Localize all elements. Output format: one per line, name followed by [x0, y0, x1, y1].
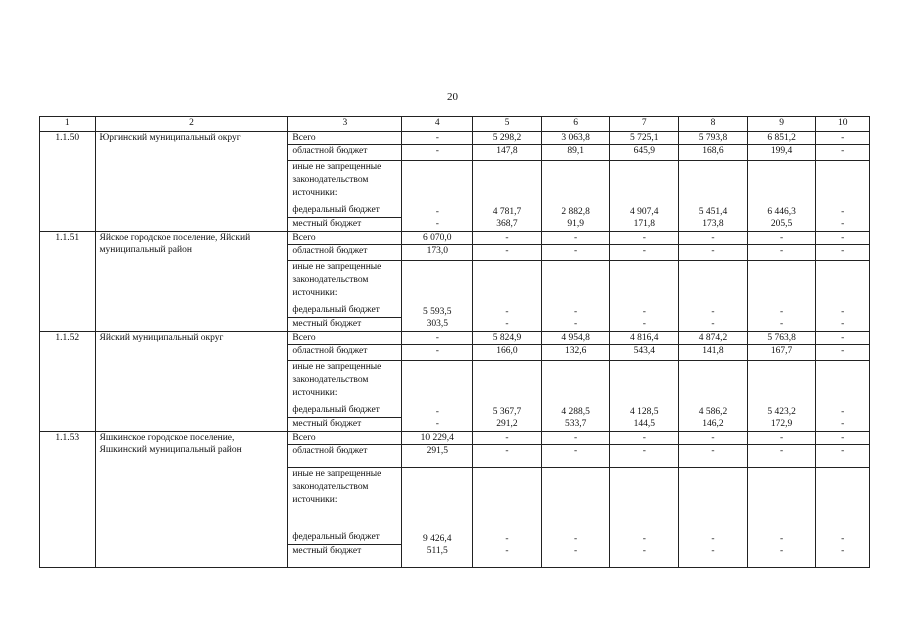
value-cell: - — [610, 445, 679, 468]
value-cell: 3 063,8 — [541, 132, 610, 145]
value-cell: - — [747, 232, 816, 245]
value-cell: - — [402, 161, 473, 218]
municipality-name: Яйское городское поселение, Яйский муниципальный район — [95, 232, 288, 332]
source-label-other — [288, 261, 402, 318]
value-cell: - — [816, 161, 870, 218]
value-cell: 172,9 — [747, 418, 816, 432]
value-cell: - — [473, 432, 542, 445]
value-cell: - — [541, 445, 610, 468]
row-code: 1.1.52 — [40, 332, 96, 432]
value-cell: - — [816, 261, 870, 318]
value-cell: - — [473, 318, 542, 332]
value-cell: 166,0 — [473, 345, 542, 361]
other-sources-label: иные не запрещенные законодательством источники: — [292, 162, 382, 198]
value-cell: - — [747, 545, 816, 568]
value-cell: 543,4 — [610, 345, 679, 361]
value-cell: 146,2 — [679, 418, 748, 432]
group-row-total — [40, 132, 870, 145]
value-cell: 5 451,4 — [679, 161, 748, 218]
row-code: 1.1.50 — [40, 132, 96, 232]
value-cell: 4 128,5 — [610, 361, 679, 418]
value-cell: 6 070,0 — [402, 232, 473, 245]
value-cell: 533,7 — [541, 418, 610, 432]
header-cell: 5 — [473, 117, 542, 132]
value-cell: 291,5 — [402, 445, 473, 468]
header-cell: 6 — [541, 117, 610, 132]
value-cell: - — [747, 432, 816, 445]
value-cell: - — [747, 445, 816, 468]
other-sources-label: иные не запрещенные законодательством источники: — [292, 362, 382, 398]
municipality-name: Яшкинское городское поселение, Яшкинский муниципальный район — [95, 432, 288, 568]
value-cell: - — [816, 232, 870, 245]
value-cell: 144,5 — [610, 418, 679, 432]
source-label-total: Всего — [288, 232, 402, 245]
other-sources-label: иные не запрещенные законодательством источники: — [292, 262, 382, 298]
value-cell: - — [816, 245, 870, 261]
value-cell: - — [402, 332, 473, 345]
value-cell: 5 793,8 — [679, 132, 748, 145]
value-cell: - — [610, 261, 679, 318]
value-cell: 4 586,2 — [679, 361, 748, 418]
value-cell: 291,2 — [473, 418, 542, 432]
value-cell: 2 882,8 — [541, 161, 610, 218]
value-cell: 5 367,7 — [473, 361, 542, 418]
value-cell: - — [747, 245, 816, 261]
value-cell: - — [473, 261, 542, 318]
value-cell: 168,6 — [679, 145, 748, 161]
value-cell: - — [679, 545, 748, 568]
value-cell: - — [816, 468, 870, 545]
value-cell: 10 229,4 — [402, 432, 473, 445]
value-cell: - — [816, 432, 870, 445]
header-row — [40, 117, 870, 132]
header-cell: 10 — [816, 117, 870, 132]
header-cell: 3 — [288, 117, 402, 132]
source-label-total: Всего — [288, 332, 402, 345]
value-cell: - — [816, 132, 870, 145]
value-cell: - — [402, 132, 473, 145]
value-cell: - — [679, 232, 748, 245]
value-cell: - — [610, 545, 679, 568]
value-cell: 9 426,4 — [402, 468, 473, 545]
source-label-regional: областной бюджет — [288, 245, 402, 261]
value-cell: 173,0 — [402, 245, 473, 261]
value-cell: 4 781,7 — [473, 161, 542, 218]
value-cell: 4 874,2 — [679, 332, 748, 345]
value-cell: - — [473, 468, 542, 545]
source-label-regional: областной бюджет — [288, 145, 402, 161]
value-cell: 511,5 — [402, 545, 473, 568]
value-cell: - — [610, 245, 679, 261]
value-cell: 205,5 — [747, 218, 816, 232]
value-cell: - — [816, 332, 870, 345]
value-cell: 5 763,8 — [747, 332, 816, 345]
value-cell: - — [816, 418, 870, 432]
header-cell: 8 — [679, 117, 748, 132]
federal-label: федеральный бюджет — [292, 205, 380, 215]
value-cell: - — [402, 345, 473, 361]
municipality-name: Юргинский муниципальный округ — [95, 132, 288, 232]
source-label-other — [288, 468, 402, 545]
other-sources-label: иные не запрещенные законодательством источники: — [292, 469, 382, 505]
source-label-regional: областной бюджет — [288, 445, 402, 468]
value-cell: - — [541, 318, 610, 332]
value-cell: - — [473, 545, 542, 568]
value-cell: 199,4 — [747, 145, 816, 161]
municipality-name: Яйский муниципальный округ — [95, 332, 288, 432]
row-code: 1.1.51 — [40, 232, 96, 332]
value-cell: - — [816, 318, 870, 332]
value-cell: - — [679, 245, 748, 261]
page-number: 20 — [447, 91, 458, 103]
value-cell: - — [816, 345, 870, 361]
group-row-total — [40, 432, 870, 445]
table-body — [40, 117, 870, 568]
value-cell: - — [541, 545, 610, 568]
value-cell: 5 298,2 — [473, 132, 542, 145]
value-cell: - — [610, 432, 679, 445]
header-cell: 4 — [402, 117, 473, 132]
value-cell: 5 593,5 — [402, 261, 473, 318]
group-row-total — [40, 232, 870, 245]
value-cell: 5 824,9 — [473, 332, 542, 345]
value-cell: 4 816,4 — [610, 332, 679, 345]
source-label-local: местный бюджет — [288, 318, 402, 332]
value-cell: 141,8 — [679, 345, 748, 361]
value-cell: - — [679, 318, 748, 332]
federal-label: федеральный бюджет — [292, 305, 380, 315]
federal-label: федеральный бюджет — [292, 405, 380, 415]
value-cell: - — [402, 218, 473, 232]
value-cell: - — [541, 261, 610, 318]
value-cell: - — [679, 468, 748, 545]
row-code: 1.1.53 — [40, 432, 96, 568]
value-cell: - — [402, 361, 473, 418]
source-label-total: Всего — [288, 432, 402, 445]
value-cell: - — [402, 145, 473, 161]
value-cell: - — [816, 145, 870, 161]
value-cell: - — [816, 218, 870, 232]
value-cell: 5 423,2 — [747, 361, 816, 418]
value-cell: 368,7 — [473, 218, 542, 232]
value-cell: 171,8 — [610, 218, 679, 232]
group-row-total — [40, 332, 870, 345]
value-cell: 645,9 — [610, 145, 679, 161]
value-cell: 303,5 — [402, 318, 473, 332]
source-label-local: местный бюджет — [288, 418, 402, 432]
source-label-total: Всего — [288, 132, 402, 145]
value-cell: - — [747, 468, 816, 545]
value-cell: - — [402, 418, 473, 432]
value-cell: 6 851,2 — [747, 132, 816, 145]
value-cell: - — [679, 432, 748, 445]
value-cell: 167,7 — [747, 345, 816, 361]
value-cell: - — [473, 232, 542, 245]
value-cell: - — [610, 232, 679, 245]
value-cell: - — [816, 361, 870, 418]
federal-label: федеральный бюджет — [292, 532, 380, 542]
source-label-local: местный бюджет — [288, 218, 402, 232]
source-label-regional: областной бюджет — [288, 345, 402, 361]
source-label-local: местный бюджет — [288, 545, 402, 568]
value-cell: - — [610, 468, 679, 545]
value-cell: 5 725,1 — [610, 132, 679, 145]
budget-table — [39, 116, 870, 568]
value-cell: - — [679, 445, 748, 468]
value-cell: 89,1 — [541, 145, 610, 161]
value-cell: 91,9 — [541, 218, 610, 232]
value-cell: - — [473, 245, 542, 261]
source-label-other — [288, 361, 402, 418]
value-cell: 132,6 — [541, 345, 610, 361]
value-cell: - — [816, 445, 870, 468]
value-cell: - — [679, 261, 748, 318]
value-cell: - — [541, 232, 610, 245]
value-cell: - — [541, 468, 610, 545]
header-cell: 2 — [95, 117, 288, 132]
value-cell: - — [541, 432, 610, 445]
value-cell: 4 907,4 — [610, 161, 679, 218]
value-cell: - — [610, 318, 679, 332]
header-cell: 9 — [747, 117, 816, 132]
source-label-other — [288, 161, 402, 218]
header-cell: 7 — [610, 117, 679, 132]
value-cell: - — [816, 545, 870, 568]
value-cell: 6 446,3 — [747, 161, 816, 218]
value-cell: - — [473, 445, 542, 468]
value-cell: - — [747, 261, 816, 318]
value-cell: 173,8 — [679, 218, 748, 232]
value-cell: 4 954,8 — [541, 332, 610, 345]
value-cell: - — [541, 245, 610, 261]
header-cell: 1 — [40, 117, 96, 132]
value-cell: 4 288,5 — [541, 361, 610, 418]
value-cell: 147,8 — [473, 145, 542, 161]
value-cell: - — [747, 318, 816, 332]
